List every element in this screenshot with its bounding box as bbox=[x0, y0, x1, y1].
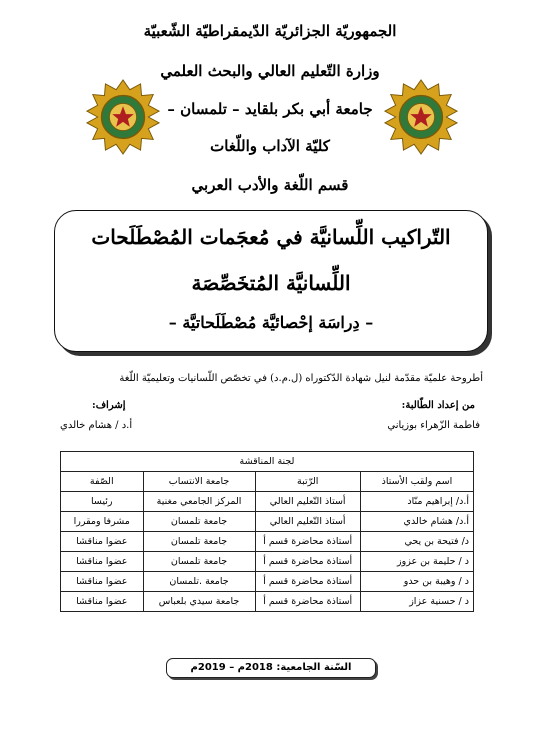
committee-table bbox=[60, 451, 474, 612]
member-name: د / حليمة بن عزوز bbox=[360, 552, 473, 572]
committee-caption: لجنة المناقشة bbox=[61, 452, 474, 472]
member-rank: أستاذ التّعليم العالي bbox=[255, 492, 360, 512]
header-name: اسم ولقب الأستاذ bbox=[360, 472, 473, 492]
member-role: رئيسا bbox=[61, 492, 144, 512]
academic-year: السّنة الجامعية: 2018م – 2019م bbox=[166, 658, 376, 678]
header-rank: الرّتبة bbox=[255, 472, 360, 492]
member-rank: أستاذة محاضرة قسم أ bbox=[255, 592, 360, 612]
university-emblem-left bbox=[84, 78, 162, 156]
thesis-title-box bbox=[54, 210, 488, 352]
table-row bbox=[61, 552, 474, 572]
university-title: جامعة أبي بكر بلقايد – تلمسان – bbox=[167, 100, 373, 118]
member-role: عضوا مناقشا bbox=[61, 572, 144, 592]
member-university: جامعة تلمسان bbox=[143, 532, 255, 552]
thesis-note: أطروحة علميّة مقدّمة لنيل شهادة الدّكتوراه (ل.م.د) في تخصّص اللّسانيات وتعليميّة اللّغة bbox=[119, 373, 483, 384]
thesis-title-line-2: اللِّسانيَّة المُتخَصِّصَة bbox=[191, 271, 351, 295]
table-row bbox=[61, 492, 474, 512]
table-row bbox=[61, 592, 474, 612]
ministry-title: وزارة التّعليم العالي والبحث العلمي bbox=[160, 62, 380, 80]
thesis-title-line-1: التّراكيب اللِّسانيَّة في مُعجَمات المُصْطَلَحات bbox=[91, 225, 451, 249]
department-title: قسم اللّغة والأدب العربي bbox=[191, 176, 349, 194]
header-role: الصّفة bbox=[61, 472, 144, 492]
member-name: أ.د/ هشام خالدي bbox=[360, 512, 473, 532]
university-emblem-right bbox=[382, 78, 460, 156]
member-university: جامعة .تلمسان bbox=[143, 572, 255, 592]
member-role: مشرفا ومقررا bbox=[61, 512, 144, 532]
student-name: فاطمة الزّهراء بوزياني bbox=[387, 420, 480, 431]
table-row bbox=[61, 572, 474, 592]
table-row bbox=[61, 512, 474, 532]
member-rank: أستاذة محاضرة قسم أ bbox=[255, 552, 360, 572]
member-rank: أستاذ التّعليم العالي bbox=[255, 512, 360, 532]
member-role: عضوا مناقشا bbox=[61, 592, 144, 612]
member-name: د / وهيبة بن حدو bbox=[360, 572, 473, 592]
member-university: المركز الجامعي مغنية bbox=[143, 492, 255, 512]
supervisor-name: أ.د / هشام خالدي bbox=[60, 420, 133, 431]
member-name: د/ فتيحة بن يحي bbox=[360, 532, 473, 552]
member-rank: أستاذة محاضرة قسم أ bbox=[255, 572, 360, 592]
supervision-label: إشراف: bbox=[92, 400, 126, 411]
thesis-subtitle: – دِراسَة إحْصائيَّة مُصْطَلَحاتيَّة – bbox=[168, 313, 374, 332]
table-header-row bbox=[61, 472, 474, 492]
member-university: جامعة تلمسان bbox=[143, 552, 255, 572]
table-row bbox=[61, 532, 474, 552]
member-role: عضوا مناقشا bbox=[61, 552, 144, 572]
student-label: من إعداد الطّالبة: bbox=[401, 400, 475, 411]
faculty-title: كليّة الآداب واللّغات bbox=[210, 137, 330, 155]
member-name: د / حسنية عزاز bbox=[360, 592, 473, 612]
member-university: جامعة سيدي بلعباس bbox=[143, 592, 255, 612]
member-name: أ.د/ إبراهيم منّاد bbox=[360, 492, 473, 512]
republic-title: الجمهوريّة الجزائريّة الدّيمقراطيّة الشّعبيّة bbox=[143, 22, 397, 40]
member-rank: أستاذة محاضرة قسم أ bbox=[255, 532, 360, 552]
member-university: جامعة تلمسان bbox=[143, 512, 255, 532]
header-university: جامعة الانتساب bbox=[143, 472, 255, 492]
member-role: عضوا مناقشا bbox=[61, 532, 144, 552]
